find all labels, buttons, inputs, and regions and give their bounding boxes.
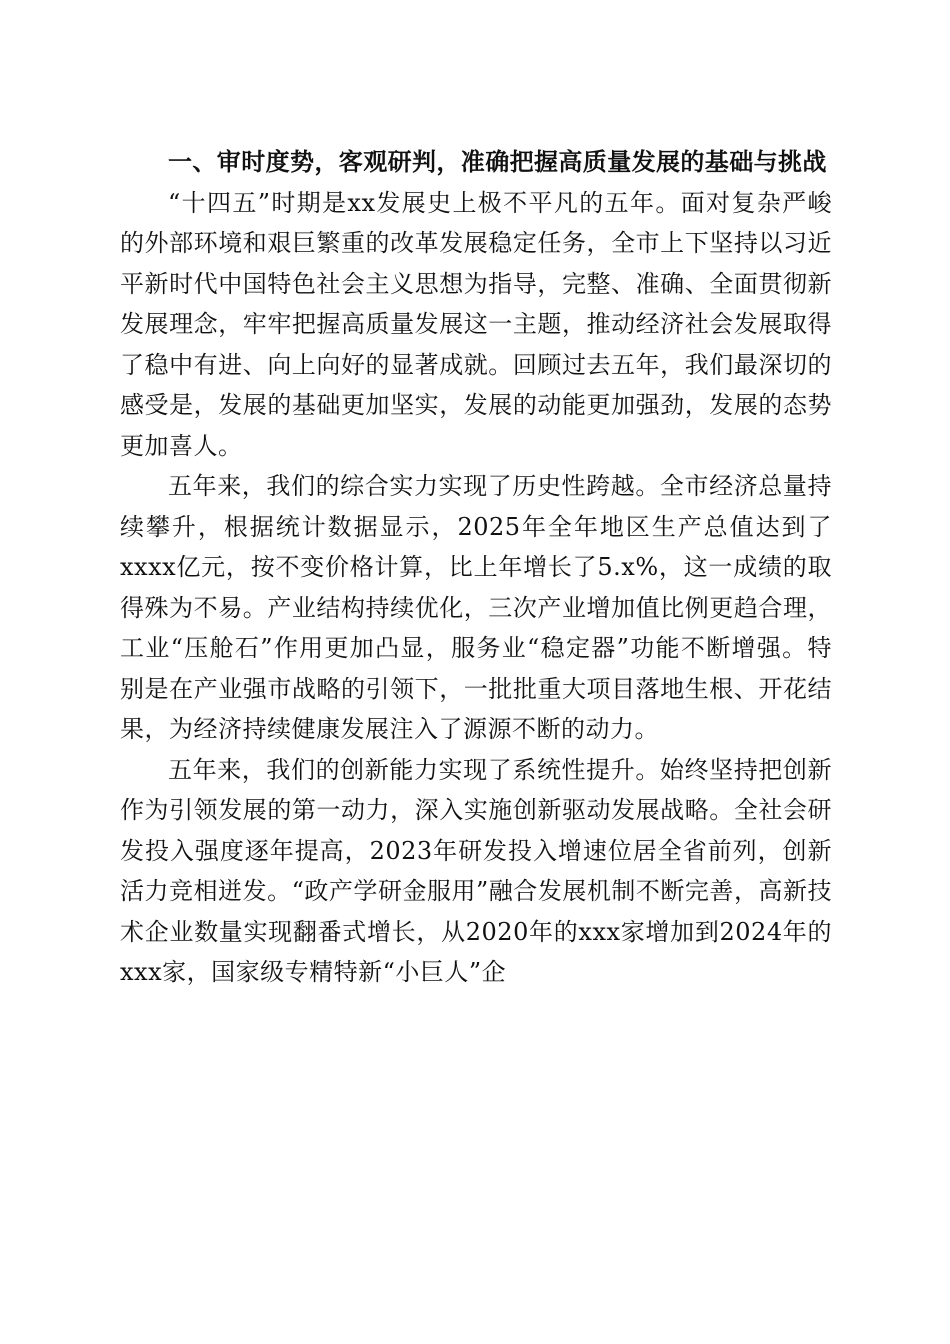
paragraph-economic-strength: 五年来，我们的综合实力实现了历史性跨越。全市经济总量持续攀升，根据统计数据显示，2025年全年地区生产总值达到了xxxx亿元，按不变价格计算，比上年增长了5.x%，这一成绩的取得殊为不易。产业结构持续优化，三次产业增加值比例更趋合理，工业“压舱石”作用更加凸显，服务业“稳定器”功能不断增强。特别是在产业强市战略的引领下，一批批重大项目落地生根、开花结果，为经济持续健康发展注入了源源不断的动力。	[120, 472, 832, 743]
paragraph-intro: “十四五”时期是xx发展史上极不平凡的五年。面对复杂严峻的外部环境和艰巨繁重的改革发展稳定任务，全市上下坚持以习近平新时代中国特色社会主义思想为指导，完整、准确、全面贯彻新发展理念，牢牢把握高质量发展这一主题，推动经济社会发展取得了稳中有进、向上向好的显著成就。回顾过去五年，我们最深切的感受是，发展的基础更加坚实，发展的动能更加强劲，发展的态势更加喜人。	[120, 188, 832, 460]
section-heading: 一、审时度势，客观研判，准确把握高质量发展的基础与挑战	[168, 148, 827, 176]
paragraph-innovation: 五年来，我们的创新能力实现了系统性提升。始终坚持把创新作为引领发展的第一动力，深入实施创新驱动发展战略。全社会研发投入强度逐年提高，2023年研发投入增速位居全省前列，创新活力竞相迸发。“政产学研金服用”融合发展机制不断完善，高新技术企业数量实现翻番式增长，从2020年的xxx家增加到2024年的xxx家，国家级专精特新“小巨人”企	[120, 755, 832, 986]
document-body	[120, 142, 832, 993]
